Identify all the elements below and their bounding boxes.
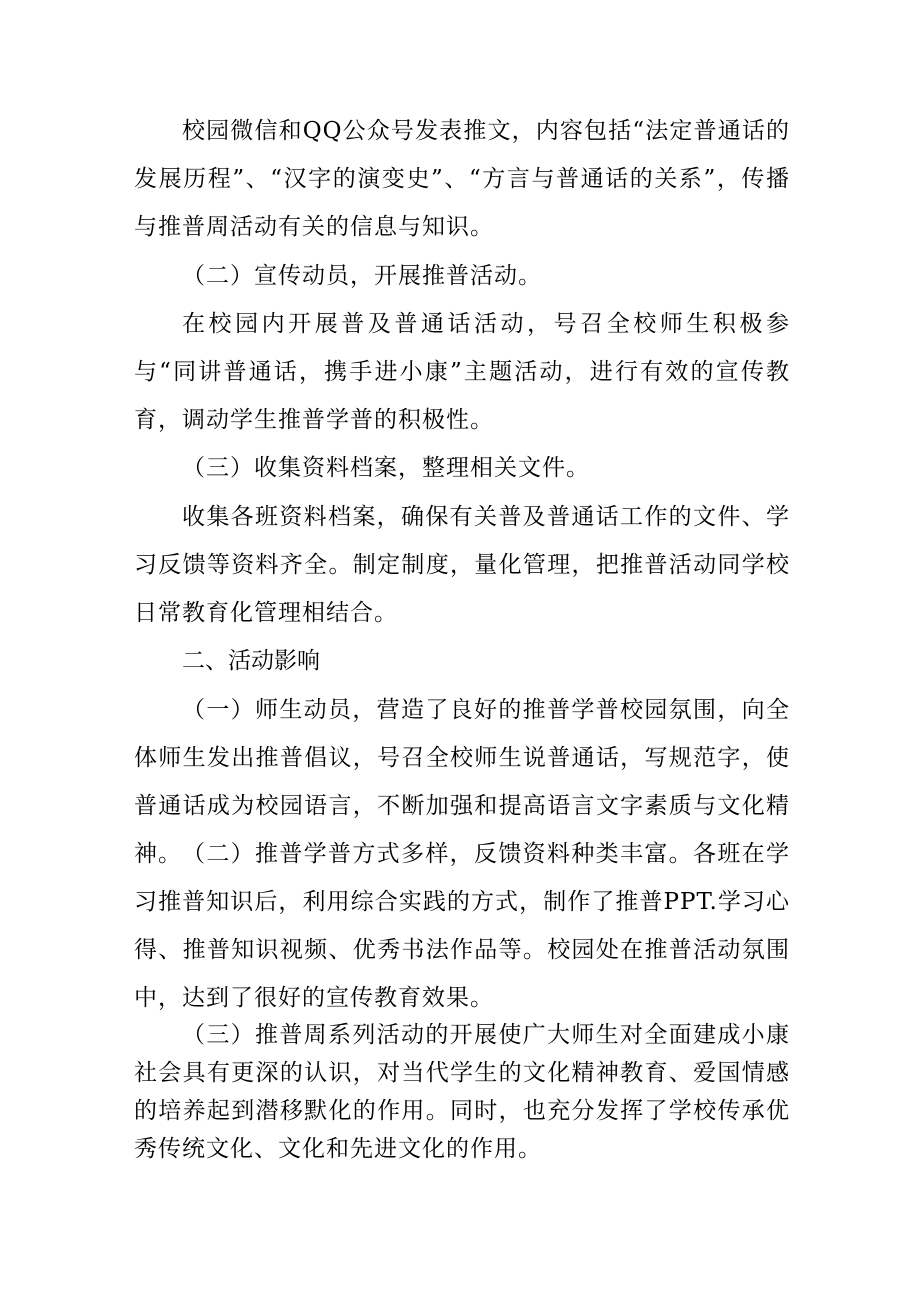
- paragraph-campus-activity: 在校园内开展普及普通话活动，号召全校师生积极参与“同讲普通话，携手进小康”主题活动，进行有效的宣传教育，调动学生推普学普的积极性。: [134, 311, 790, 433]
- subheading-publicity: （二）宣传动员，开展推普活动。: [182, 263, 542, 289]
- subheading-archive: （三）收集资料档案，整理相关文件。: [182, 455, 590, 481]
- paragraph-collect-archives: 收集各班资料档案，确保有关普及普通话工作的文件、学习反馈等资料齐全。制定制度，量化管理，把推普活动同学校日常教育化管理相结合。: [134, 504, 790, 626]
- paragraph-mobilization: （一）师生动员，营造了良好的推普学普校园氛围，向全体师生发出推普倡议，号召全校师生说普通话，写规范字，使普通话成为校园语言，不断加强和提高语言文字素质与文化精神。: [134, 697, 790, 867]
- paragraph-diverse-methods: （二）推普学普方式多样，反馈资料种类丰富。各班在学习推普知识后，利用综合实践的方式，制作了推普PPT.学习心得、推普知识视频、优秀书法作品等。校园处在推普活动氛围中，达到了很好的宣传教育效果。: [134, 841, 790, 1011]
- section-heading-impact: 二、活动影响: [182, 648, 320, 674]
- paragraph-series-impact: （三）推普周系列活动的开展使广大师生对全面建成小康社会具有更深的认识，对当代学生的文化精神教育、爱国情感的培养起到潜移默化的作用。同时，也充分发挥了学校传承优秀传统文化、文化和先进文化的作用。: [134, 1022, 790, 1162]
- paragraph-wechat-posts: 校园微信和QQ公众号发表推文，内容包括“法定普通话的发展历程”、“汉字的演变史”、“方言与普通话的关系”，传播与推普周活动有关的信息与知识。: [134, 118, 790, 240]
